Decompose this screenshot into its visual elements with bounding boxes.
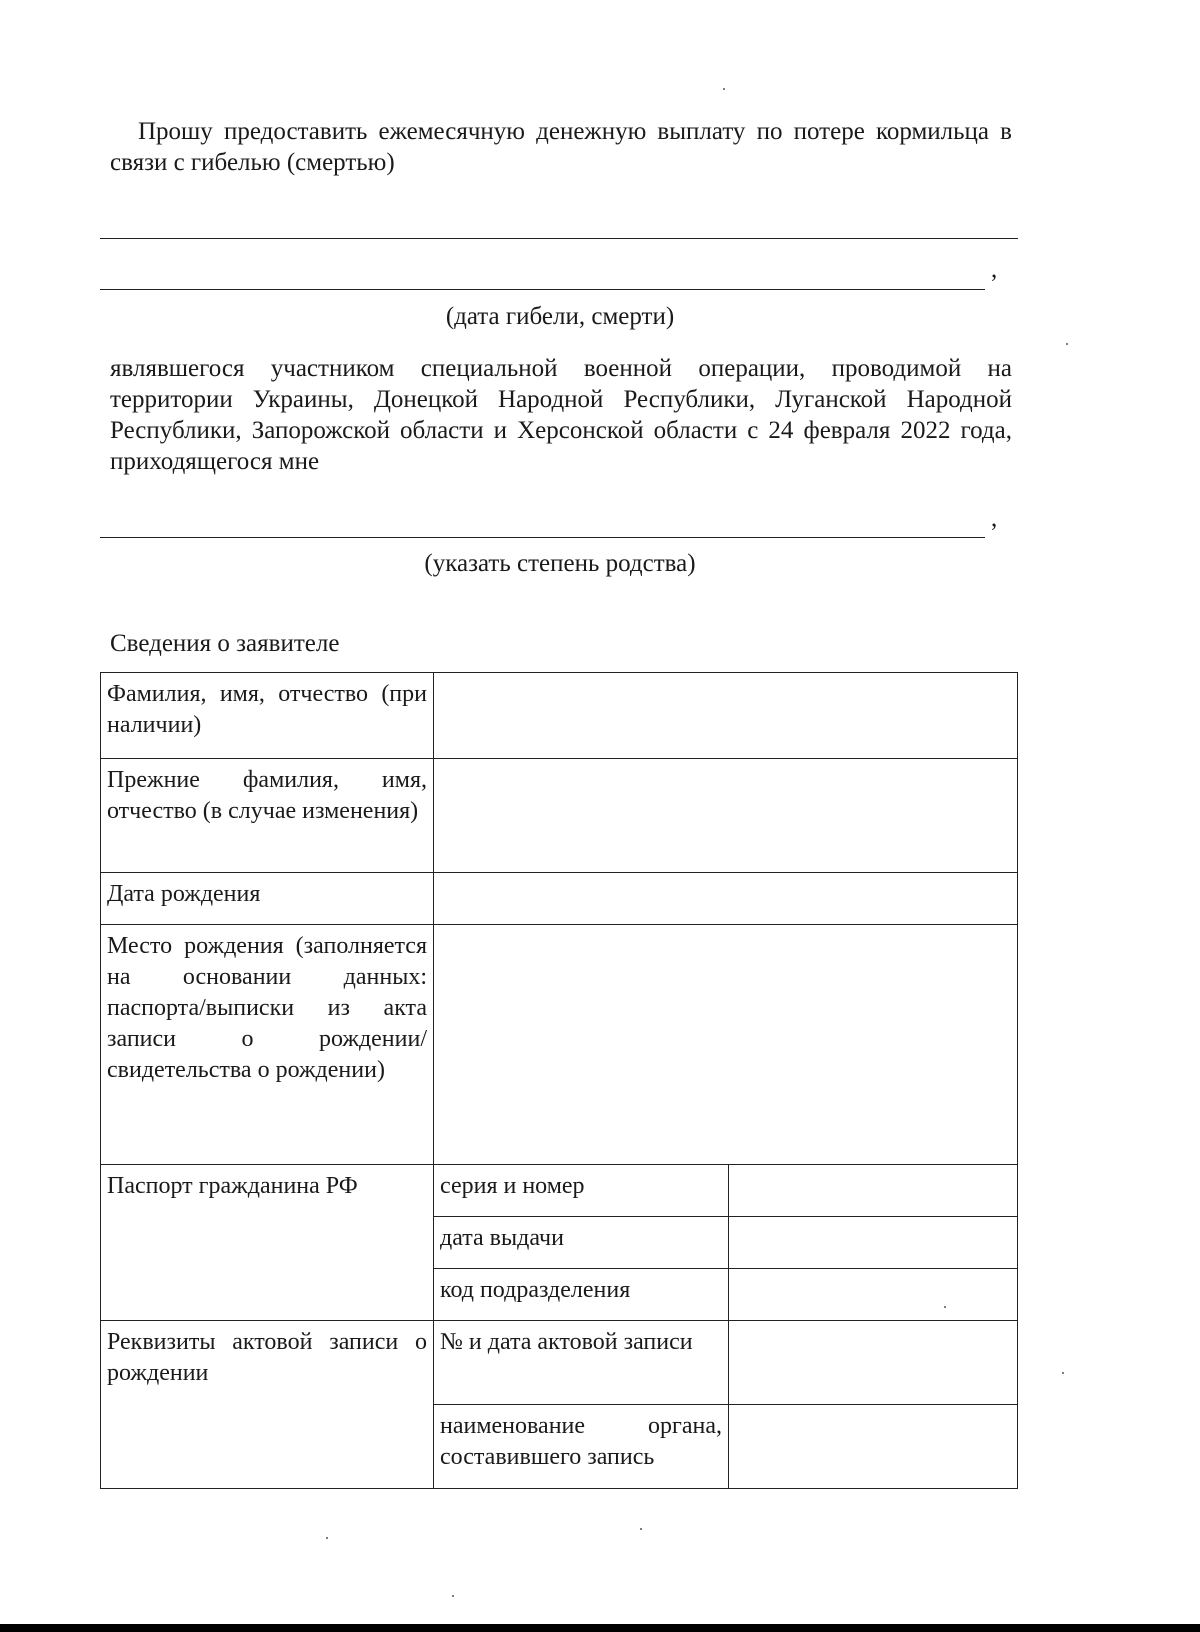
scan-speck — [1066, 343, 1068, 345]
previous-name-label — [101, 759, 434, 873]
applicant-section-title: Сведения о заявителе — [110, 630, 340, 657]
passport-division-field[interactable] — [729, 1269, 1018, 1321]
body-paragraph: являвшегося участником специальной военной операции, проводимой на территории Украины, Донецкой Народной Республики, Луганской Народной Республики, Запорожской области и Херсонской области с 24 февраля 2022 года, приходящегося мне — [110, 355, 1012, 475]
birth-date-field[interactable] — [434, 873, 1018, 925]
intro-text: Прошу предоставить ежемесячную денежную выплату по потере кормильца в связи с гибелью (смертью) — [110, 118, 1012, 176]
passport-issue-date-field[interactable] — [729, 1217, 1018, 1269]
record-authority-field[interactable] — [729, 1405, 1018, 1489]
line-comma-1: , — [991, 256, 998, 283]
intro-paragraph — [110, 116, 1012, 178]
scan-speck — [326, 1537, 328, 1539]
table-row-full-name — [101, 673, 1018, 759]
scan-speck — [640, 1528, 642, 1530]
record-number-field[interactable] — [729, 1321, 1018, 1405]
scan-speck — [1062, 1372, 1064, 1374]
table-row-birth-place — [101, 925, 1018, 1165]
applicant-table — [100, 672, 1018, 1489]
scan-border-bar — [0, 1624, 1200, 1632]
full-name-field[interactable] — [434, 673, 1018, 759]
previous-name-text: Прежние фамилия, имя, отчество (в случае изменения) — [107, 767, 427, 824]
record-number-label: № и дата актовой записи — [434, 1321, 729, 1405]
record-authority-label: наименование органа, составившего запись — [434, 1405, 729, 1489]
birth-record-label: Реквизиты актовой записи о рождении — [101, 1321, 434, 1489]
scan-speck — [944, 1306, 946, 1308]
birth-place-field[interactable] — [434, 925, 1018, 1165]
birth-date-label: Дата рождения — [101, 873, 434, 925]
table-row-passport-series — [101, 1165, 1018, 1217]
previous-name-field[interactable] — [434, 759, 1018, 873]
deceased-name-line-2[interactable] — [100, 289, 985, 290]
passport-label: Паспорт гражданина РФ — [101, 1165, 434, 1321]
passport-series-field[interactable] — [729, 1165, 1018, 1217]
passport-division-label: код подразделения — [434, 1269, 729, 1321]
scan-speck — [723, 88, 725, 90]
passport-series-label: серия и номер — [434, 1165, 729, 1217]
passport-issue-date-label: дата выдачи — [434, 1217, 729, 1269]
table-row-birth-date — [101, 873, 1018, 925]
birth-place-label: Место рождения (заполняется на основании данных: паспорта/выписки из акта записи о рождении/свидетельства о рождении) — [101, 925, 434, 1165]
table-row-previous-name — [101, 759, 1018, 873]
kinship-caption: (указать степень родства) — [424, 550, 696, 577]
line-comma-2: , — [991, 505, 998, 532]
scan-speck — [452, 1595, 454, 1597]
deceased-name-line-1[interactable] — [100, 238, 1018, 239]
kinship-line[interactable] — [100, 537, 985, 538]
table-row-record-number — [101, 1321, 1018, 1405]
death-date-caption: (дата гибели, смерти) — [445, 303, 675, 330]
full-name-label: Фамилия, имя, отчество (при наличии) — [101, 673, 434, 759]
